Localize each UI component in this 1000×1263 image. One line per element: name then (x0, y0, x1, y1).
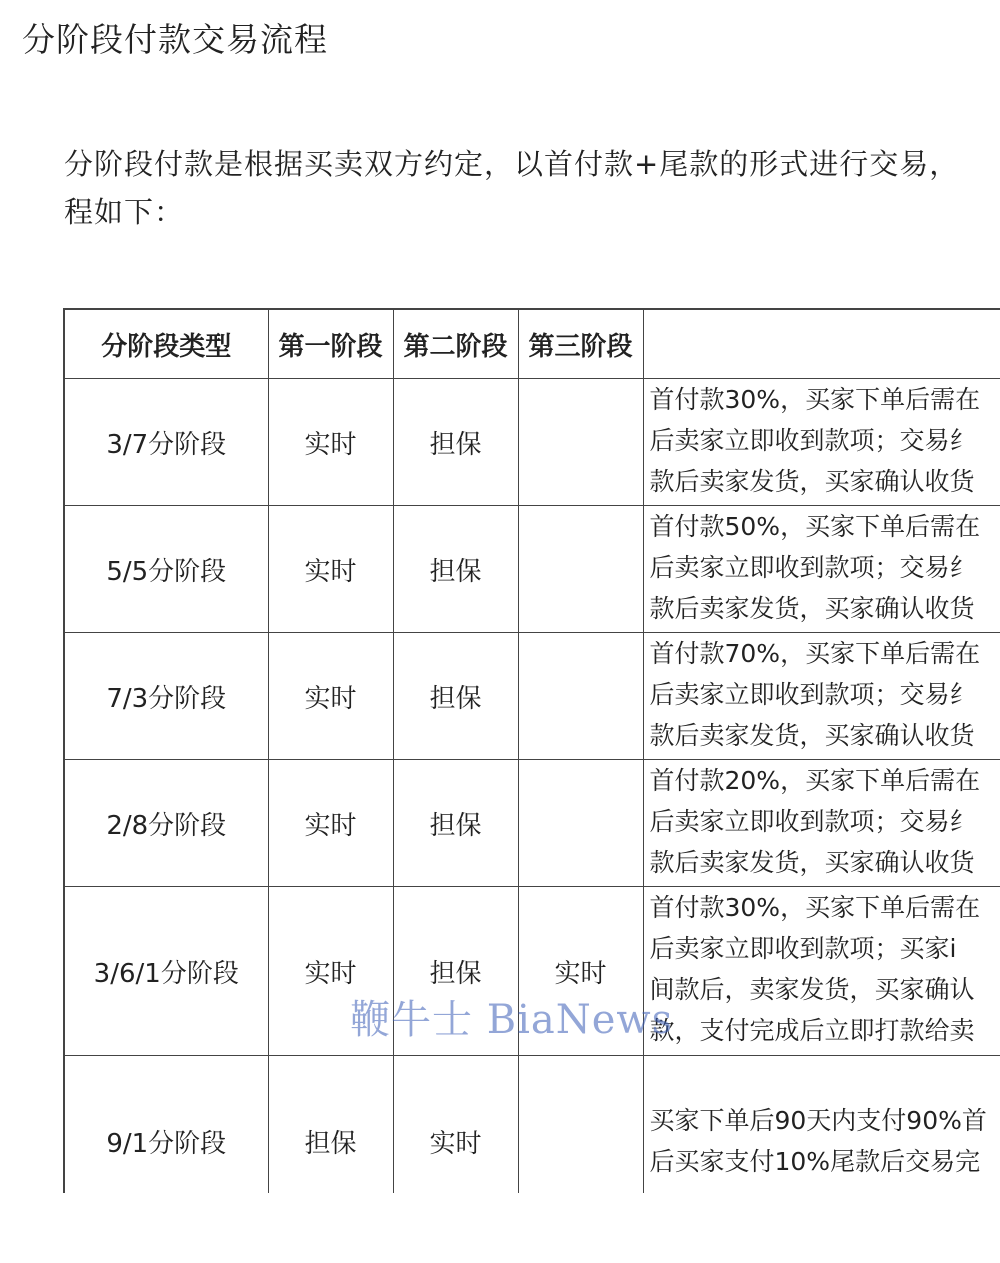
description-line: 首付款30%，买家下单后需在 (649, 893, 981, 922)
table-row (64, 633, 1000, 760)
cell-stage-3 (518, 760, 643, 887)
header-type: 分阶段类型 (64, 309, 268, 379)
cell-stage-2: 担保 (393, 887, 518, 1056)
cell-description (643, 379, 1000, 506)
watermark: 鞭牛士 BiaNews (350, 997, 674, 1043)
description-line: 后卖家立即收到款项；买家i (649, 934, 957, 963)
cell-description (643, 633, 1000, 760)
description-line: 款后卖家发货，买家确认收货 (649, 594, 975, 623)
cell-stage-1: 实时 (268, 506, 393, 633)
description-line: 款，支付完成后立即打款给卖 (649, 1016, 975, 1045)
cell-description (643, 506, 1000, 633)
description-line: 首付款70%，买家下单后需在 (649, 639, 981, 668)
table-row (64, 1056, 1000, 1194)
payment-stage-table-container (63, 308, 1000, 1193)
description-line: 后卖家立即收到款项；交易纟 (649, 553, 975, 582)
description-line: 后卖家立即收到款项；交易纟 (649, 680, 975, 709)
cell-type: 3/7分阶段 (64, 379, 268, 506)
cell-stage-2: 担保 (393, 633, 518, 760)
description-line: 间款后，卖家发货，买家确认 (649, 975, 975, 1004)
cell-stage-2: 实时 (393, 1056, 518, 1194)
description-line: 后卖家立即收到款项；交易纟 (649, 426, 975, 455)
cell-stage-3 (518, 506, 643, 633)
description-line: 首付款20%，买家下单后需在 (649, 766, 981, 795)
description-line: 款后卖家发货，买家确认收货 (649, 467, 975, 496)
payment-stage-table (63, 308, 1000, 1193)
intro-line-2: 程如下： (64, 195, 185, 229)
cell-description (643, 760, 1000, 887)
header-stage-1: 第一阶段 (268, 309, 393, 379)
table-row (64, 379, 1000, 506)
intro-paragraph (64, 140, 1000, 236)
cell-stage-1: 实时 (268, 379, 393, 506)
cell-description (643, 887, 1000, 1056)
header-stage-3: 第三阶段 (518, 309, 643, 379)
description-line: 款后卖家发货，买家确认收货 (649, 721, 975, 750)
header-description (643, 309, 1000, 379)
cell-stage-2: 担保 (393, 506, 518, 633)
table-header-row (64, 309, 1000, 379)
description-line: 首付款30%，买家下单后需在 (649, 385, 981, 414)
cell-stage-1: 实时 (268, 887, 393, 1056)
cell-type: 3/6/1分阶段 (64, 887, 268, 1056)
table-row (64, 760, 1000, 887)
intro-line-1: 分阶段付款是根据买卖双方约定，以首付款+尾款的形式进行交易， (64, 147, 960, 181)
cell-type: 9/1分阶段 (64, 1056, 268, 1194)
page-title: 分阶段付款交易流程 (22, 20, 328, 59)
table-row (64, 506, 1000, 633)
cell-type: 2/8分阶段 (64, 760, 268, 887)
cell-stage-3 (518, 1056, 643, 1194)
cell-stage-3 (518, 379, 643, 506)
cell-stage-1: 实时 (268, 760, 393, 887)
cell-type: 7/3分阶段 (64, 633, 268, 760)
cell-stage-1: 实时 (268, 633, 393, 760)
description-line: 首付款50%，买家下单后需在 (649, 512, 981, 541)
cell-stage-2: 担保 (393, 379, 518, 506)
description-line: 款后卖家发货，买家确认收货 (649, 848, 975, 877)
description-line: 后买家支付10%尾款后交易完 (649, 1147, 981, 1176)
cell-stage-3: 实时 (518, 887, 643, 1056)
cell-type: 5/5分阶段 (64, 506, 268, 633)
cell-stage-2: 担保 (393, 760, 518, 887)
description-line: 买家下单后90天内支付90%首 (649, 1106, 987, 1135)
cell-description (643, 1056, 1000, 1194)
cell-stage-3 (518, 633, 643, 760)
header-stage-2: 第二阶段 (393, 309, 518, 379)
description-line: 后卖家立即收到款项；交易纟 (649, 807, 975, 836)
cell-stage-1: 担保 (268, 1056, 393, 1194)
